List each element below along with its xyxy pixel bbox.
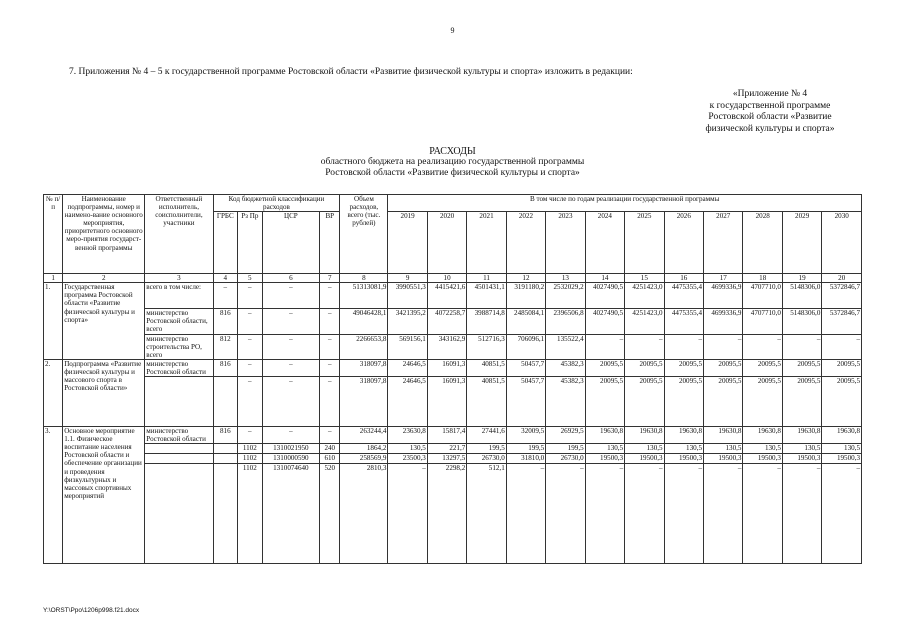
year-amount: 19630,8 <box>822 427 862 444</box>
column-number: 15 <box>625 274 664 283</box>
intro-text: 7. Приложения № 4 – 5 к государственной программе Ростовской области «Развитие физической культуры и спорта» изложить в редакции: <box>69 67 633 77</box>
year-amount: 20095,5 <box>585 359 624 376</box>
year-amount: 26730,0 <box>467 454 506 464</box>
header-year: 2027 <box>704 212 743 274</box>
appendix-line: физической культуры и спорта» <box>705 123 835 134</box>
year-amount: 512716,3 <box>467 334 506 359</box>
vr-code: – <box>320 359 340 376</box>
header-code-group: Код бюджетной классификации расходов <box>213 195 340 212</box>
year-amount: 2485084,1 <box>506 309 545 334</box>
year-amount: 19630,8 <box>664 427 703 444</box>
year-amount: 130,5 <box>388 444 427 454</box>
year-amount: 45382,3 <box>546 377 585 427</box>
vr-code: – <box>320 334 340 359</box>
table-row <box>44 309 862 334</box>
year-amount: 2396506,8 <box>546 309 585 334</box>
year-amount: 50457,7 <box>506 359 545 376</box>
year-amount: 5148306,0 <box>782 283 821 309</box>
rzpr-code: – <box>238 377 263 427</box>
year-amount: 4072258,7 <box>427 309 466 334</box>
year-amount: 4251423,0 <box>625 283 664 309</box>
year-amount: 221,7 <box>427 444 466 454</box>
header-year: 2028 <box>743 212 782 274</box>
table-row <box>44 377 862 427</box>
title-line: Ростовской области «Развитие физической культуры и спорта» <box>325 168 580 178</box>
program-name: Основное мероприятие 1.1. Физическое воспитание населения Ростовской области и обеспечение организации и проведения физкультурных и массовых спортивных мероприятий <box>63 427 145 564</box>
header-csr: ЦСР <box>262 212 320 274</box>
rzpr-code: – <box>238 359 263 376</box>
header-year: 2024 <box>585 212 624 274</box>
year-amount: 4501431,1 <box>467 283 506 309</box>
year-amount: – <box>625 334 664 359</box>
year-amount: – <box>388 464 427 564</box>
total-amount: 318097,8 <box>340 359 388 376</box>
year-amount: – <box>704 464 743 564</box>
expenses-table <box>43 194 862 564</box>
column-number: 16 <box>664 274 703 283</box>
year-amount: 20095,5 <box>625 377 664 427</box>
executor: министерство Ростовской области <box>145 427 213 444</box>
column-number: 12 <box>506 274 545 283</box>
table-row <box>44 427 862 444</box>
year-amount: 706096,1 <box>506 334 545 359</box>
vr-code: 520 <box>320 464 340 564</box>
year-amount: 5148306,0 <box>782 309 821 334</box>
year-amount: 19500,3 <box>585 454 624 464</box>
year-amount: – <box>782 334 821 359</box>
file-path-footer: Y:\ORST\Ppo\1206p998.f21.docx <box>43 607 140 614</box>
year-amount: 20095,5 <box>704 377 743 427</box>
year-amount: 26730,0 <box>546 454 585 464</box>
header-executor: Ответственный исполнитель, соисполнители, участники <box>145 195 213 274</box>
grbs-code: 816 <box>213 427 238 444</box>
year-amount: 4475355,4 <box>664 283 703 309</box>
year-amount: 19500,3 <box>704 454 743 464</box>
table-row <box>44 454 862 464</box>
year-amount: 4707710,0 <box>743 309 782 334</box>
title-line: областного бюджета на реализацию государственной программы <box>320 157 585 167</box>
year-amount: 130,5 <box>585 444 624 454</box>
header-grbs: ГРБС <box>213 212 238 274</box>
year-amount: – <box>822 464 862 564</box>
header-year: 2022 <box>506 212 545 274</box>
appendix-line: Ростовской области «Развитие <box>708 112 832 122</box>
executor: министерство строительства РО, всего <box>145 334 213 359</box>
appendix-line: к государственной программе <box>709 100 831 111</box>
table-row <box>44 283 862 309</box>
year-amount: 20095,5 <box>782 359 821 376</box>
year-amount: 19500,3 <box>664 454 703 464</box>
header-year: 2029 <box>782 212 821 274</box>
rzpr-code: 1102 <box>238 464 263 564</box>
year-amount: – <box>782 464 821 564</box>
year-amount: – <box>546 464 585 564</box>
year-amount: 19630,8 <box>743 427 782 444</box>
header-year: 2026 <box>664 212 703 274</box>
year-amount: 2532029,2 <box>546 283 585 309</box>
total-amount: 49046428,1 <box>340 309 388 334</box>
year-amount: 19630,8 <box>704 427 743 444</box>
year-amount: 16091,3 <box>427 377 466 427</box>
rzpr-code: – <box>238 283 263 309</box>
csr-code: 1310000590 <box>262 454 320 464</box>
year-amount: 24646,5 <box>388 377 427 427</box>
header-year: 2023 <box>546 212 585 274</box>
rzpr-code: – <box>238 309 263 334</box>
total-amount: 51313081,9 <box>340 283 388 309</box>
year-amount: 23630,8 <box>388 427 427 444</box>
column-number: 6 <box>262 274 320 283</box>
title-line: РАСХОДЫ <box>429 146 476 157</box>
year-amount: 5372846,7 <box>822 309 862 334</box>
table-row <box>44 464 862 564</box>
vr-code: – <box>320 283 340 309</box>
header-name: Наименование подпрограммы, номер и наимено-вание основного мероприятия, приоритетного основного меро-приятия государст-венной программы <box>63 195 145 274</box>
year-amount: 3988714,8 <box>467 309 506 334</box>
column-number: 8 <box>340 274 388 283</box>
year-amount: 23500,3 <box>388 454 427 464</box>
year-amount: 130,5 <box>743 444 782 454</box>
grbs-code: – <box>213 283 238 309</box>
year-amount: 4415421,6 <box>427 283 466 309</box>
table-row <box>44 444 862 454</box>
program-name: Подпрограмма «Развитие физической культуры и массового спорта в Ростовской области» <box>63 359 145 426</box>
year-amount: – <box>743 334 782 359</box>
executor <box>145 444 213 454</box>
year-amount: – <box>822 334 862 359</box>
header-rzpr: Рз Пр <box>238 212 263 274</box>
header-vr: ВР <box>320 212 340 274</box>
year-amount: 135522,4 <box>546 334 585 359</box>
column-number: 5 <box>238 274 263 283</box>
year-amount: 3191180,2 <box>506 283 545 309</box>
appendix-line: «Приложение № 4 <box>732 89 808 99</box>
year-amount: 40851,5 <box>467 377 506 427</box>
year-amount: 27441,6 <box>467 427 506 444</box>
csr-code: 1310021950 <box>262 444 320 454</box>
total-amount: 2266653,8 <box>340 334 388 359</box>
year-amount: 4475355,4 <box>664 309 703 334</box>
year-amount: 343162,9 <box>427 334 466 359</box>
header-year: 2020 <box>427 212 466 274</box>
year-amount: 20095,5 <box>743 377 782 427</box>
header-total: Объем расходов, всего (тыс. рублей) <box>340 195 388 274</box>
column-number: 9 <box>388 274 427 283</box>
total-amount: 2810,3 <box>340 464 388 564</box>
year-amount: 5372846,7 <box>822 283 862 309</box>
year-amount: 4027490,5 <box>585 309 624 334</box>
grbs-code <box>213 377 238 427</box>
total-amount: 1864,2 <box>340 444 388 454</box>
header-year: 2019 <box>388 212 427 274</box>
header-num: № п/п <box>44 195 63 274</box>
year-amount: 20095,5 <box>664 359 703 376</box>
program-name: Государственная программа Ростовской области «Развитие физической культуры и спорта» <box>63 283 145 360</box>
year-amount: 130,5 <box>664 444 703 454</box>
year-amount: 32009,5 <box>506 427 545 444</box>
year-amount: 4027490,5 <box>585 283 624 309</box>
csr-code: – <box>262 359 320 376</box>
year-amount: – <box>585 334 624 359</box>
total-amount: 318097,8 <box>340 377 388 427</box>
row-number: 3. <box>44 427 63 564</box>
header-year: 2021 <box>467 212 506 274</box>
year-amount: 20095,5 <box>585 377 624 427</box>
year-amount: 19500,3 <box>743 454 782 464</box>
vr-code: – <box>320 427 340 444</box>
year-amount: – <box>625 464 664 564</box>
appendix-heading <box>690 89 850 135</box>
vr-code: 610 <box>320 454 340 464</box>
year-amount: 19500,3 <box>625 454 664 464</box>
year-amount: – <box>664 464 703 564</box>
column-number: 1 <box>44 274 63 283</box>
year-amount: 13297,5 <box>427 454 466 464</box>
csr-code: – <box>262 334 320 359</box>
csr-code: – <box>262 309 320 334</box>
grbs-code: 816 <box>213 359 238 376</box>
executor <box>145 454 213 464</box>
year-amount: 19500,3 <box>782 454 821 464</box>
year-amount: 20095,5 <box>782 377 821 427</box>
year-amount: 26929,5 <box>546 427 585 444</box>
year-amount: – <box>506 464 545 564</box>
column-number: 2 <box>63 274 145 283</box>
year-amount: 31810,0 <box>506 454 545 464</box>
column-number: 11 <box>467 274 506 283</box>
year-amount: 15817,4 <box>427 427 466 444</box>
year-amount: 20095,5 <box>625 359 664 376</box>
year-amount: 199,5 <box>546 444 585 454</box>
year-amount: 3421395,2 <box>388 309 427 334</box>
year-amount: 19500,3 <box>822 454 862 464</box>
year-amount: 45382,3 <box>546 359 585 376</box>
column-number: 13 <box>546 274 585 283</box>
year-amount: 4699336,9 <box>704 309 743 334</box>
year-amount: – <box>664 334 703 359</box>
column-number-row <box>44 274 862 283</box>
total-amount: 258569,9 <box>340 454 388 464</box>
year-amount: 2298,2 <box>427 464 466 564</box>
year-amount: 20095,5 <box>743 359 782 376</box>
year-amount: 512,1 <box>467 464 506 564</box>
year-amount: 19630,8 <box>625 427 664 444</box>
header-year: 2025 <box>625 212 664 274</box>
total-amount: 263244,4 <box>340 427 388 444</box>
csr-code: – <box>262 377 320 427</box>
page-number: 9 <box>450 26 455 35</box>
rzpr-code: – <box>238 334 263 359</box>
year-amount: 19630,8 <box>585 427 624 444</box>
year-amount: 4707710,0 <box>743 283 782 309</box>
rzpr-code: 1102 <box>238 444 263 454</box>
year-amount: 24646,5 <box>388 359 427 376</box>
header-years-group: В том числе по годам реализации государственной программы <box>388 195 862 212</box>
rzpr-code: 1102 <box>238 454 263 464</box>
column-number: 3 <box>145 274 213 283</box>
year-amount: 19630,8 <box>782 427 821 444</box>
row-number: 2. <box>44 359 63 426</box>
year-amount: 130,5 <box>782 444 821 454</box>
csr-code: – <box>262 427 320 444</box>
year-amount: 16091,3 <box>427 359 466 376</box>
year-amount: 20095,5 <box>664 377 703 427</box>
year-amount: 20095,5 <box>704 359 743 376</box>
document-title <box>0 146 905 179</box>
year-amount: 20095,5 <box>822 377 862 427</box>
column-number: 19 <box>782 274 821 283</box>
column-number: 10 <box>427 274 466 283</box>
table-body <box>44 274 862 564</box>
csr-code: 1310074640 <box>262 464 320 564</box>
year-amount: 4699336,9 <box>704 283 743 309</box>
grbs-code <box>213 464 238 564</box>
column-number: 14 <box>585 274 624 283</box>
column-number: 7 <box>320 274 340 283</box>
column-number: 4 <box>213 274 238 283</box>
column-number: 18 <box>743 274 782 283</box>
vr-code: 240 <box>320 444 340 454</box>
executor <box>145 377 213 427</box>
year-amount: 20095,5 <box>822 359 862 376</box>
year-amount: 4251423,0 <box>625 309 664 334</box>
table-row <box>44 359 862 376</box>
year-amount: 50457,7 <box>506 377 545 427</box>
grbs-code: 816 <box>213 309 238 334</box>
year-amount: – <box>704 334 743 359</box>
year-amount: 199,5 <box>467 444 506 454</box>
grbs-code <box>213 444 238 454</box>
year-amount: 569156,1 <box>388 334 427 359</box>
year-amount: 130,5 <box>704 444 743 454</box>
executor: министерство Ростовской области <box>145 359 213 376</box>
year-amount: 130,5 <box>822 444 862 454</box>
table-row <box>44 334 862 359</box>
row-number: 1. <box>44 283 63 360</box>
header-year: 2030 <box>822 212 862 274</box>
vr-code: – <box>320 309 340 334</box>
rzpr-code: – <box>238 427 263 444</box>
year-amount: 199,5 <box>506 444 545 454</box>
vr-code: – <box>320 377 340 427</box>
column-number: 20 <box>822 274 862 283</box>
year-amount: – <box>743 464 782 564</box>
csr-code: – <box>262 283 320 309</box>
executor: министерство Ростовской области, всего <box>145 309 213 334</box>
executor: всего в том числе: <box>145 283 213 309</box>
year-amount: 3990551,3 <box>388 283 427 309</box>
year-amount: 40851,5 <box>467 359 506 376</box>
year-amount: – <box>585 464 624 564</box>
grbs-code: 812 <box>213 334 238 359</box>
year-amount: 130,5 <box>625 444 664 454</box>
grbs-code <box>213 454 238 464</box>
executor <box>145 464 213 564</box>
column-number: 17 <box>704 274 743 283</box>
